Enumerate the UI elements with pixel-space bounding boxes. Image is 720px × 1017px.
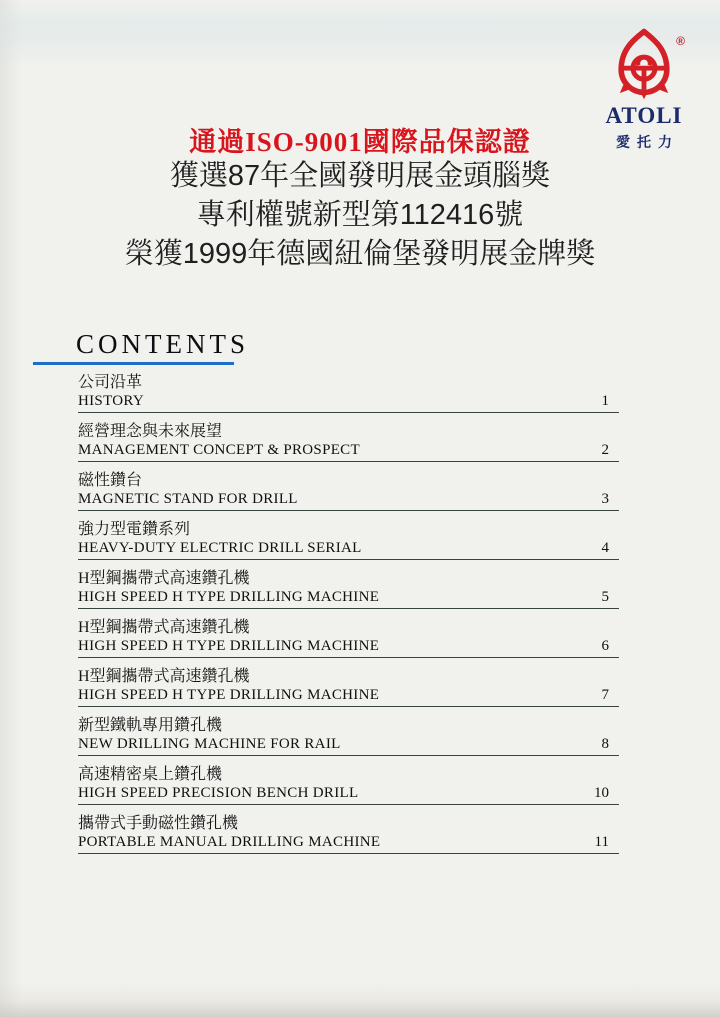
table-of-contents xyxy=(78,373,619,863)
toc-entry-row xyxy=(78,588,619,606)
toc-entry-title-en: HIGH SPEED H TYPE DRILLING MACHINE xyxy=(78,687,380,703)
brand-wordmark: ATOLI xyxy=(605,103,683,128)
emblem-wrap xyxy=(607,28,685,100)
toc-entry-row xyxy=(78,539,619,557)
toc-entry xyxy=(78,667,619,707)
toc-entry xyxy=(78,618,619,658)
toc-entry-title-zh: H型鋼攜帶式高速鑽孔機 xyxy=(78,619,250,636)
toc-entry-page-number: 3 xyxy=(601,491,609,507)
toc-entry xyxy=(78,471,619,511)
toc-entry-title-zh: 經營理念與未來展望 xyxy=(78,423,223,440)
toc-entry-page-number: 4 xyxy=(601,540,609,556)
toc-entry-title-zh: 公司沿革 xyxy=(78,374,143,391)
toc-entry xyxy=(78,716,619,756)
toc-entry-row xyxy=(78,441,619,459)
toc-entry-page-number: 5 xyxy=(601,589,609,605)
toc-entry-row xyxy=(78,833,619,851)
toc-entry-row xyxy=(78,686,619,704)
toc-entry-row xyxy=(78,392,619,410)
toc-entry-row xyxy=(78,490,619,508)
toc-entry-row xyxy=(78,637,619,655)
toc-entry-title-en: HISTORY xyxy=(78,393,145,409)
toc-entry-title-zh: 新型鐵軌專用鑽孔機 xyxy=(78,717,223,734)
toc-entry-title-zh: H型鋼攜帶式高速鑽孔機 xyxy=(78,668,250,685)
toc-entry-page-number: 6 xyxy=(601,638,609,654)
award-line-3: 榮獲1999年德國紐倫堡發明展金牌獎 xyxy=(124,238,596,270)
toc-entry-title-zh: 強力型電鑽系列 xyxy=(78,521,191,538)
award-line-1: 獲選87年全國發明展金頭腦獎 xyxy=(169,160,551,192)
toc-entry-title-zh: 高速精密桌上鑽孔機 xyxy=(78,766,223,783)
registered-trademark-symbol: ® xyxy=(676,34,685,48)
toc-entry xyxy=(78,765,619,805)
brand-name-chinese: 愛托力 xyxy=(616,134,679,150)
toc-entry-title-en: PORTABLE MANUAL DRILLING MACHINE xyxy=(78,834,381,850)
toc-entry-title-en: NEW DRILLING MACHINE FOR RAIL xyxy=(78,736,341,752)
toc-entry-title-en: MANAGEMENT CONCEPT & PROSPECT xyxy=(78,442,360,458)
toc-entry-title-en: HIGH SPEED H TYPE DRILLING MACHINE xyxy=(78,638,380,654)
toc-entry xyxy=(78,422,619,462)
toc-entry-title-en: HEAVY-DUTY ELECTRIC DRILL SERIAL xyxy=(78,540,362,556)
toc-entry xyxy=(78,569,619,609)
toc-entry-page-number: 2 xyxy=(601,442,609,458)
toc-entry-title-en: HIGH SPEED H TYPE DRILLING MACHINE xyxy=(78,589,380,605)
toc-entry-title-zh: 磁性鑽台 xyxy=(78,472,143,489)
toc-entry-page-number: 1 xyxy=(601,393,609,409)
toc-entry-page-number: 7 xyxy=(601,687,609,703)
toc-entry-row xyxy=(78,784,619,802)
toc-entry-page-number: 10 xyxy=(594,785,609,801)
toc-entry-row xyxy=(78,735,619,753)
toc-entry-page-number: 11 xyxy=(594,834,609,850)
toc-entry-page-number: 8 xyxy=(601,736,609,752)
toc-entry-title-en: MAGNETIC STAND FOR DRILL xyxy=(78,491,298,507)
toc-entry-title-en: HIGH SPEED PRECISION BENCH DRILL xyxy=(78,785,359,801)
award-line-2: 專利權號新型第112416號 xyxy=(196,199,524,231)
iso-certification-headline: 通過ISO-9001國際品保認證 xyxy=(189,127,531,157)
toc-entry xyxy=(78,520,619,560)
atoli-emblem-icon xyxy=(607,28,681,100)
award-headlines xyxy=(0,157,720,274)
toc-entry-title-zh: H型鋼攜帶式高速鑽孔機 xyxy=(78,570,250,587)
contents-underline xyxy=(33,362,234,365)
toc-entry-title-zh: 攜帶式手動磁性鑽孔機 xyxy=(78,815,239,832)
toc-entry xyxy=(78,373,619,413)
toc-entry xyxy=(78,814,619,854)
contents-title: CONTENTS xyxy=(76,329,249,359)
